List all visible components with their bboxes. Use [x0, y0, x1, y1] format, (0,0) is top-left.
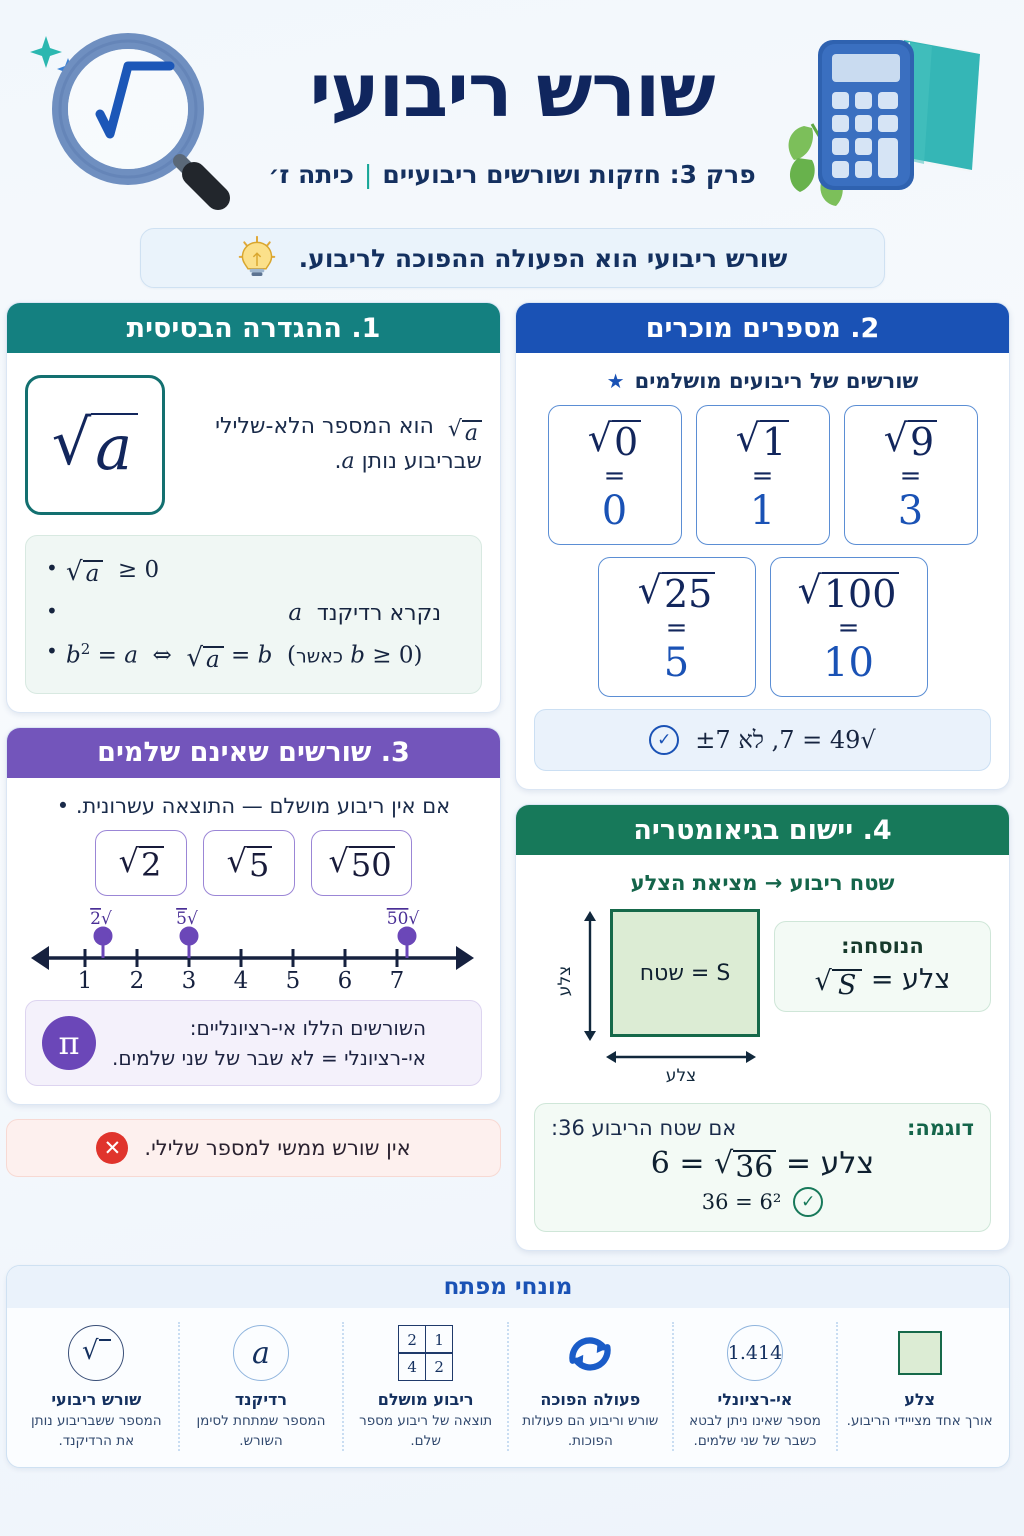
grid-cell: 1: [425, 1325, 454, 1354]
sqrt-expression: √ 9: [884, 416, 937, 461]
example-given: אם שטח הריבוע 36:: [551, 1116, 737, 1140]
sqrt-value: 5: [663, 639, 690, 686]
sqrt-value: 1: [749, 487, 776, 534]
sqrt-value: 0: [601, 487, 628, 534]
glossary-item: [178, 1322, 343, 1451]
sqrt-chip: √ 2: [95, 830, 187, 896]
card-title-section-1: 1. ההגדרה הבסיסית: [7, 303, 500, 353]
glossary-item: [836, 1322, 1001, 1451]
svg-text:צלע: צלע: [665, 1066, 697, 1086]
section3-note: [25, 1000, 482, 1086]
section1-bullets: [25, 535, 482, 694]
tip-banner: [140, 228, 885, 288]
tip-text: שורש ריבועי הוא הפעולה ההפוכה לריבוע.: [298, 243, 788, 273]
section4-diagram-row: [534, 905, 991, 1095]
svg-text:4: 4: [233, 967, 249, 994]
card-title-section-3: 3. שורשים שאינם שלמים: [7, 728, 500, 778]
subtitle-chapter: פרק 3: חזקות ושורשים ריבועיים: [382, 160, 756, 189]
svg-text:7: 7: [389, 967, 405, 994]
sqrt-symbol-badge: √ a: [25, 375, 165, 515]
card-section-3: [6, 727, 501, 1105]
equals-sign: =: [899, 461, 922, 492]
glossary-title: מונחי מפתח: [7, 1266, 1009, 1308]
glossary-item: [507, 1322, 672, 1451]
lightbulb-icon: [237, 235, 277, 281]
formula-expression: צלע = √ S: [814, 964, 951, 1001]
equals-sign: =: [603, 461, 626, 492]
example-check-row: [551, 1187, 974, 1217]
section1-definition: √ a הוא המספר הלא-שלילי שבריבוע נותן a.: [215, 414, 482, 475]
sqrt-card: [548, 405, 682, 545]
column-left: [515, 302, 1010, 1251]
section3-note-line2: אי-רציונלי = לא שבר של שני שלמים.: [112, 1045, 427, 1070]
glossary-desc: אורך אחד מצייידי הריבוע.: [846, 1413, 993, 1429]
star-icon: ★: [606, 369, 625, 393]
section2-subtitle: שורשים של ריבועים מושלמים: [634, 369, 919, 393]
square-area-label: S = שטח: [639, 960, 731, 986]
card-title-section-2: 2. מספרים מוכרים: [516, 303, 1009, 353]
subtitle-separator: |: [363, 160, 373, 189]
warning-text: אין שורש ממשי למספר שלילי.: [144, 1135, 411, 1160]
sqrt-expression: √ 25: [638, 568, 716, 613]
column-right: [6, 302, 501, 1177]
svg-text:3: 3: [181, 967, 197, 994]
glossary-items: [7, 1308, 1009, 1467]
svg-text:1: 1: [77, 967, 93, 994]
check-circle-icon: ✓: [793, 1187, 823, 1217]
subtitle-grade: כיתה ז׳: [268, 160, 354, 189]
card-section-2: [515, 302, 1010, 790]
equals-sign: =: [665, 613, 688, 644]
page-subtitle: [14, 160, 1010, 189]
sqrt-chip: √ 50: [311, 830, 411, 896]
pi-icon: π: [42, 1016, 96, 1070]
content-grid: [6, 302, 1010, 1251]
card-section-1: [6, 302, 501, 713]
sqrt-value: 3: [897, 487, 924, 534]
section2-note-text: √49 = 7, לא ±7: [695, 725, 876, 754]
section3-bullet: אם אין ריבוע מושלם — התוצאה עשרונית. •: [56, 793, 451, 818]
bullet-item: • $b^2 = a$ ⇔ √ a = b (כאשר b ≥ 0): [44, 633, 463, 679]
page-header: [14, 0, 1010, 222]
sqrt-icon: √: [23, 1322, 170, 1384]
x-circle-icon: ✕: [96, 1132, 128, 1164]
card-title-section-4: 4. יישום בגיאומטריה: [516, 805, 1009, 855]
glossary-item: [672, 1322, 837, 1451]
svg-text:6: 6: [337, 967, 353, 994]
glossary-desc: שורש וריבוע הם פעולות הפוכות.: [522, 1413, 659, 1449]
svg-text:√5: √5: [176, 908, 198, 929]
page-title: שורש ריבועי: [309, 48, 715, 134]
formula-label: הנוסחה:: [841, 934, 924, 958]
grid-cell: 2: [398, 1325, 427, 1354]
sqrt-card: [844, 405, 978, 545]
glossary-panel: [6, 1265, 1010, 1468]
section4-example: [534, 1103, 991, 1232]
equals-sign: =: [837, 613, 860, 644]
glossary-term: אי-רציונלי: [717, 1390, 793, 1409]
section2-row-1: [534, 405, 991, 545]
sqrt-expression: √ 100: [798, 568, 900, 613]
side-square-icon: [846, 1322, 993, 1384]
glossary-term: שורש ריבועי: [51, 1390, 142, 1409]
glossary-item: [342, 1322, 507, 1451]
perfect-square-grid-icon: [352, 1322, 499, 1384]
sqrt-card: [696, 405, 830, 545]
glossary-desc: המספר שמתחת לסימן השורש.: [196, 1413, 326, 1449]
sqrt-card: [598, 557, 756, 697]
glossary-desc: מספר שאינו ניתן לבטא כשבר של שני שלמים.: [689, 1413, 821, 1449]
section2-note: [534, 709, 991, 771]
card-section-4: [515, 804, 1010, 1251]
negative-root-warning: [6, 1119, 501, 1177]
bullet-item: • נקרא רדיקנד a: [44, 593, 463, 633]
svg-text:√2: √2: [90, 908, 112, 929]
radicand-a-icon: a: [188, 1322, 335, 1384]
svg-text:2: 2: [129, 967, 145, 994]
number-line: [27, 902, 480, 994]
bullet-item: • √ a ≥ 0: [44, 550, 463, 593]
section3-note-line1: השורשים הללו אי-רציונליים:: [189, 1015, 427, 1040]
glossary-term: ריבוע מושלם: [377, 1390, 474, 1409]
glossary-item: [15, 1322, 178, 1451]
square-diagram: [534, 905, 764, 1095]
example-calculation: צלע = √ 36 = 6: [650, 1146, 875, 1185]
sqrt-card: [770, 557, 928, 697]
grid-cell: 2: [425, 1352, 454, 1381]
irrational-value-icon: 1.414: [682, 1322, 829, 1384]
sqrt-expression: √ 0: [588, 416, 641, 461]
glossary-term: צלע: [904, 1390, 936, 1409]
grid-cell: 4: [398, 1352, 427, 1381]
example-check-text: 6² = 36: [701, 1190, 782, 1214]
sqrt-value: 10: [823, 639, 874, 686]
sqrt-chip: √ 5: [203, 830, 295, 896]
glossary-term: רדיקנד: [234, 1390, 288, 1409]
glossary-desc: תוצאה של ריבוע מספר שלם.: [359, 1413, 493, 1449]
sqrt-expression: √ 1: [736, 416, 789, 461]
section2-row-2: [534, 557, 991, 697]
section4-subtitle: שטח ריבוע → מציאת הצלע: [630, 871, 895, 895]
section2-subtitle-row: [534, 369, 991, 393]
svg-text:√50: √50: [386, 908, 420, 929]
inverse-operation-icon: [517, 1322, 664, 1384]
check-circle-icon: ✓: [649, 725, 679, 755]
section3-chips: [25, 830, 482, 896]
glossary-desc: המספר ששבריבוע נותן את הרדיקנד.: [31, 1413, 162, 1449]
glossary-term: פעולה הפוכה: [540, 1390, 641, 1409]
svg-text:צלע: צלע: [555, 965, 575, 997]
svg-text:5: 5: [285, 967, 301, 994]
equals-sign: =: [751, 461, 774, 492]
formula-box: [774, 921, 991, 1012]
example-tag: דוגמה:: [907, 1116, 974, 1140]
